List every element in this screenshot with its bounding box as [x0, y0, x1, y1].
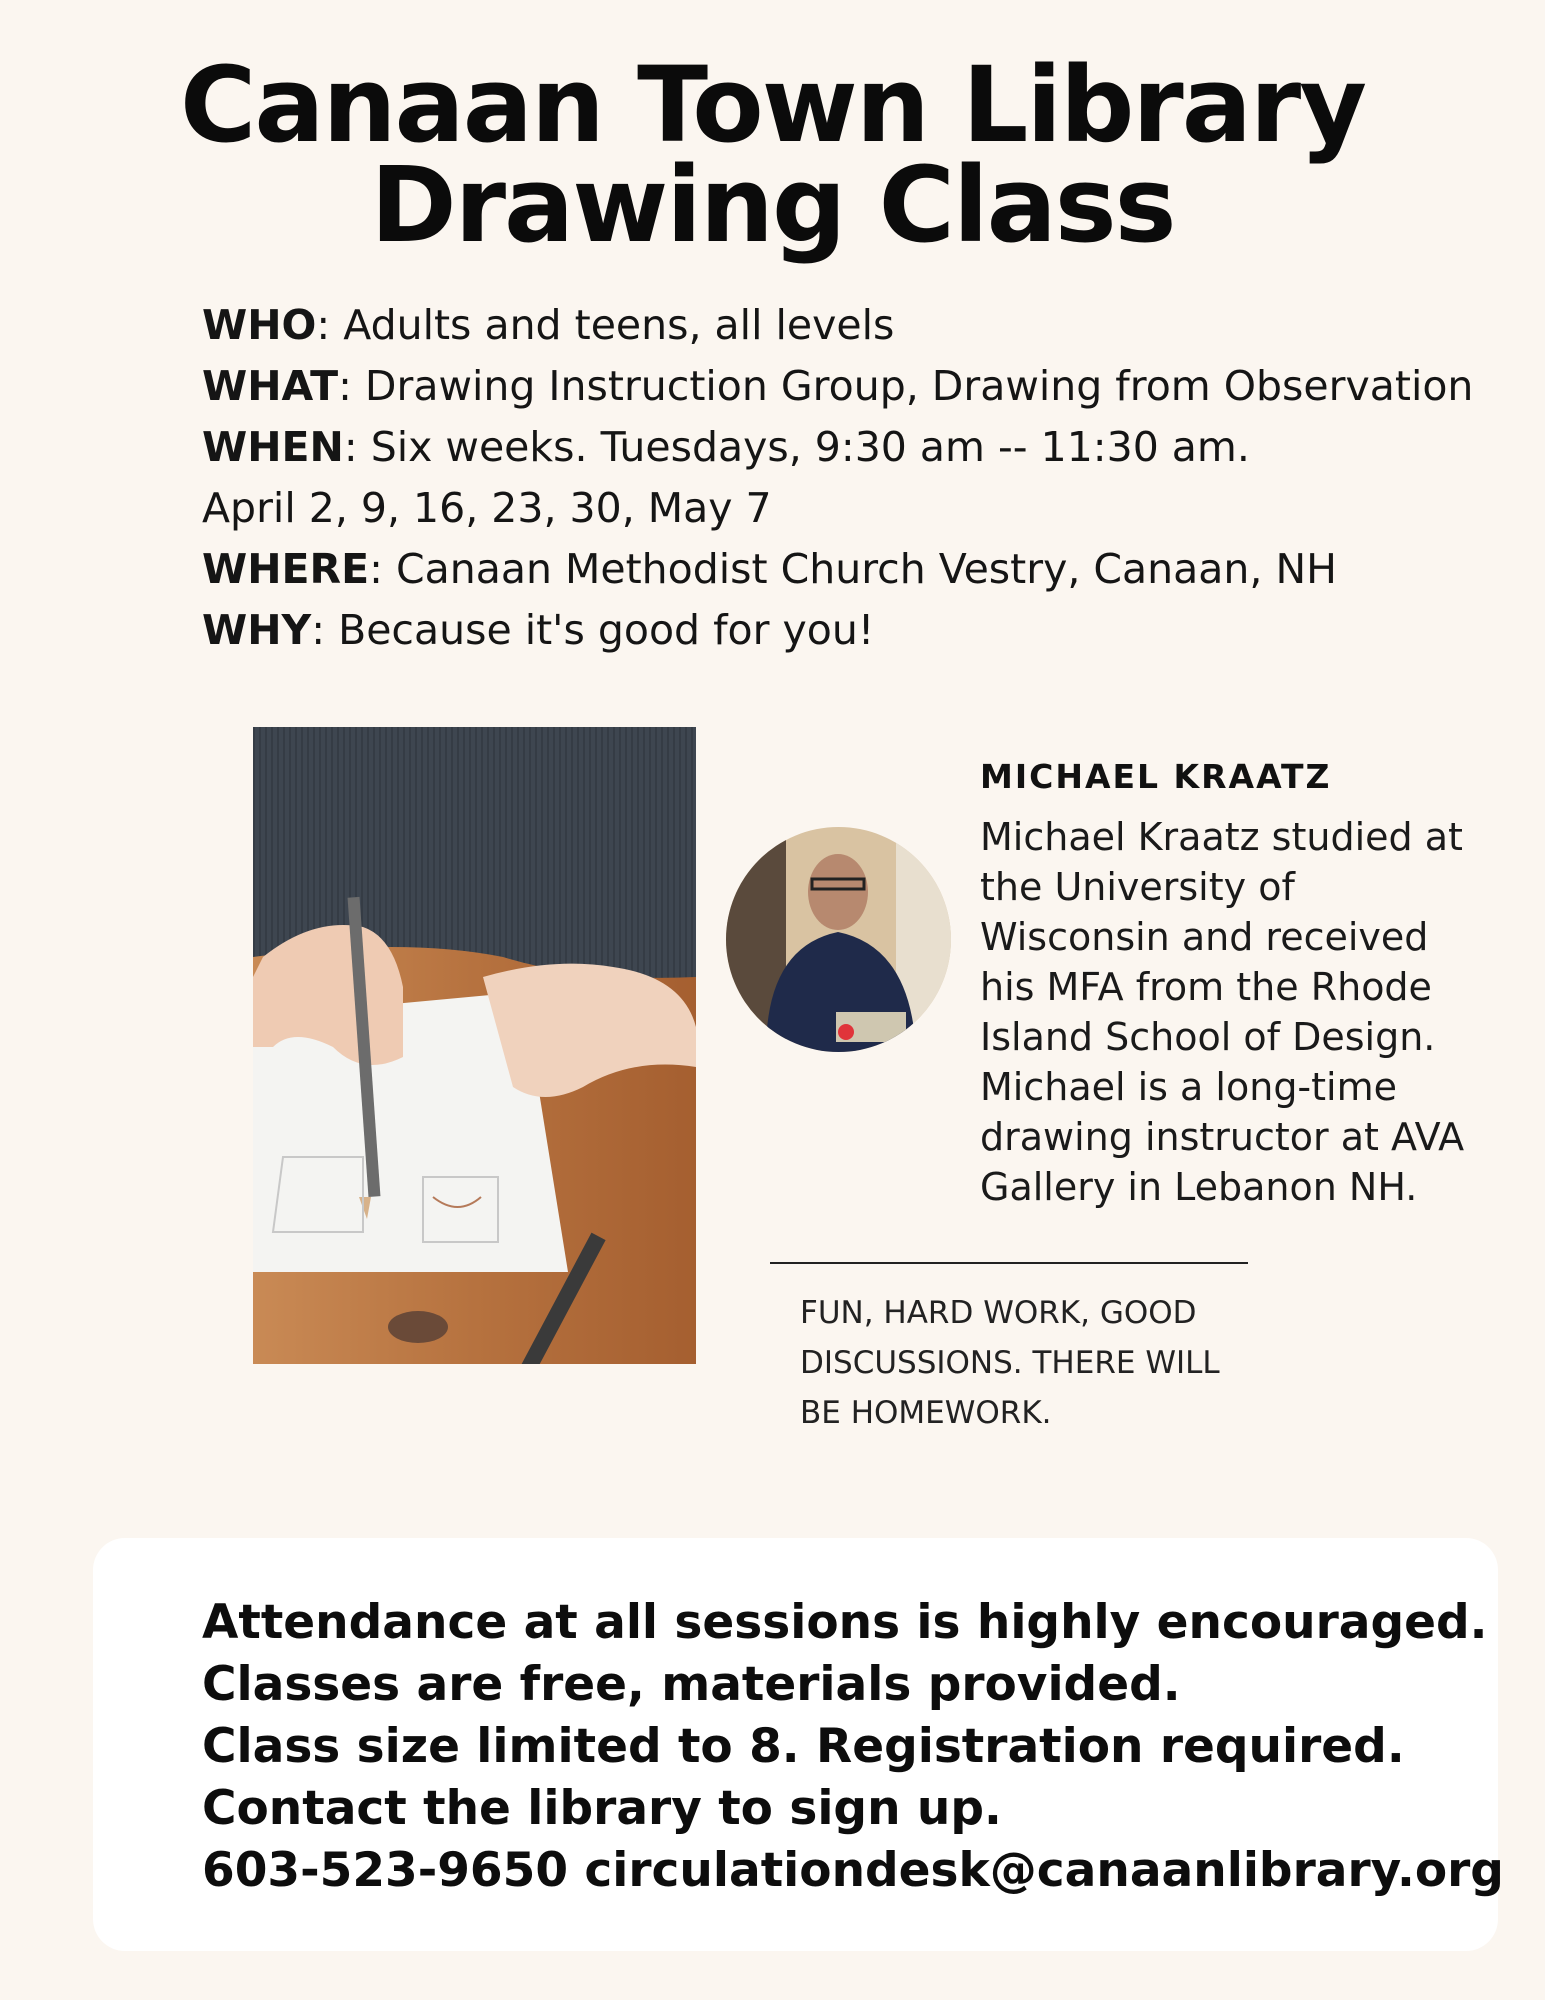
who-text: : Adults and teens, all levels — [316, 301, 895, 349]
where-text: : Canaan Methodist Church Vestry, Canaan, NH — [369, 545, 1337, 593]
divider — [770, 1262, 1248, 1264]
when-text: : Six weeks. Tuesdays, 9:30 am -- 11:30 am. — [343, 423, 1250, 471]
page-title — [0, 44, 1545, 266]
contact-info: 603-523-9650 circulationdesk@canaanlibrary.org — [202, 1843, 1504, 1898]
notice-line-attendance: Attendance at all sessions is highly encouraged. — [202, 1595, 1488, 1650]
who-row — [202, 295, 1473, 356]
what-row — [202, 356, 1473, 417]
notice-line-size: Class size limited to 8. Registration required. — [202, 1719, 1405, 1774]
drawing-hands-photo — [253, 727, 696, 1364]
registration-info — [202, 1592, 1504, 1902]
title-line-2: Drawing Class — [370, 144, 1175, 266]
class-details — [202, 295, 1473, 661]
instructor-avatar — [726, 827, 951, 1052]
title-line-1: Canaan Town Library — [180, 44, 1365, 166]
instructor-bio: Michael Kraatz studied at the University of Wisconsin and received his MFA from the Rhode Island School of Design. Michael is a long-time drawing instructor at AVA Gallery in Lebanon NH. — [980, 815, 1465, 1209]
what-label: WHAT — [202, 362, 339, 410]
where-label: WHERE — [202, 545, 370, 593]
notice-line-contact: Contact the library to sign up. — [202, 1781, 1002, 1836]
instructor-name: MICHAEL KRAATZ — [980, 757, 1332, 796]
notice-line-free: Classes are free, materials provided. — [202, 1657, 1181, 1712]
tagline: FUN, HARD WORK, GOOD DISCUSSIONS. THERE WILL BE HOMEWORK. — [800, 1295, 1220, 1431]
where-row — [202, 539, 1473, 600]
why-label: WHY — [202, 606, 312, 654]
who-label: WHO — [202, 301, 317, 349]
why-row — [202, 600, 1473, 661]
when-row — [202, 417, 1473, 478]
when-label: WHEN — [202, 423, 344, 471]
why-text: : Because it's good for you! — [311, 606, 875, 654]
what-text: : Drawing Instruction Group, Drawing from Observation — [338, 362, 1474, 410]
dates-row: April 2, 9, 16, 23, 30, May 7 — [202, 484, 772, 532]
